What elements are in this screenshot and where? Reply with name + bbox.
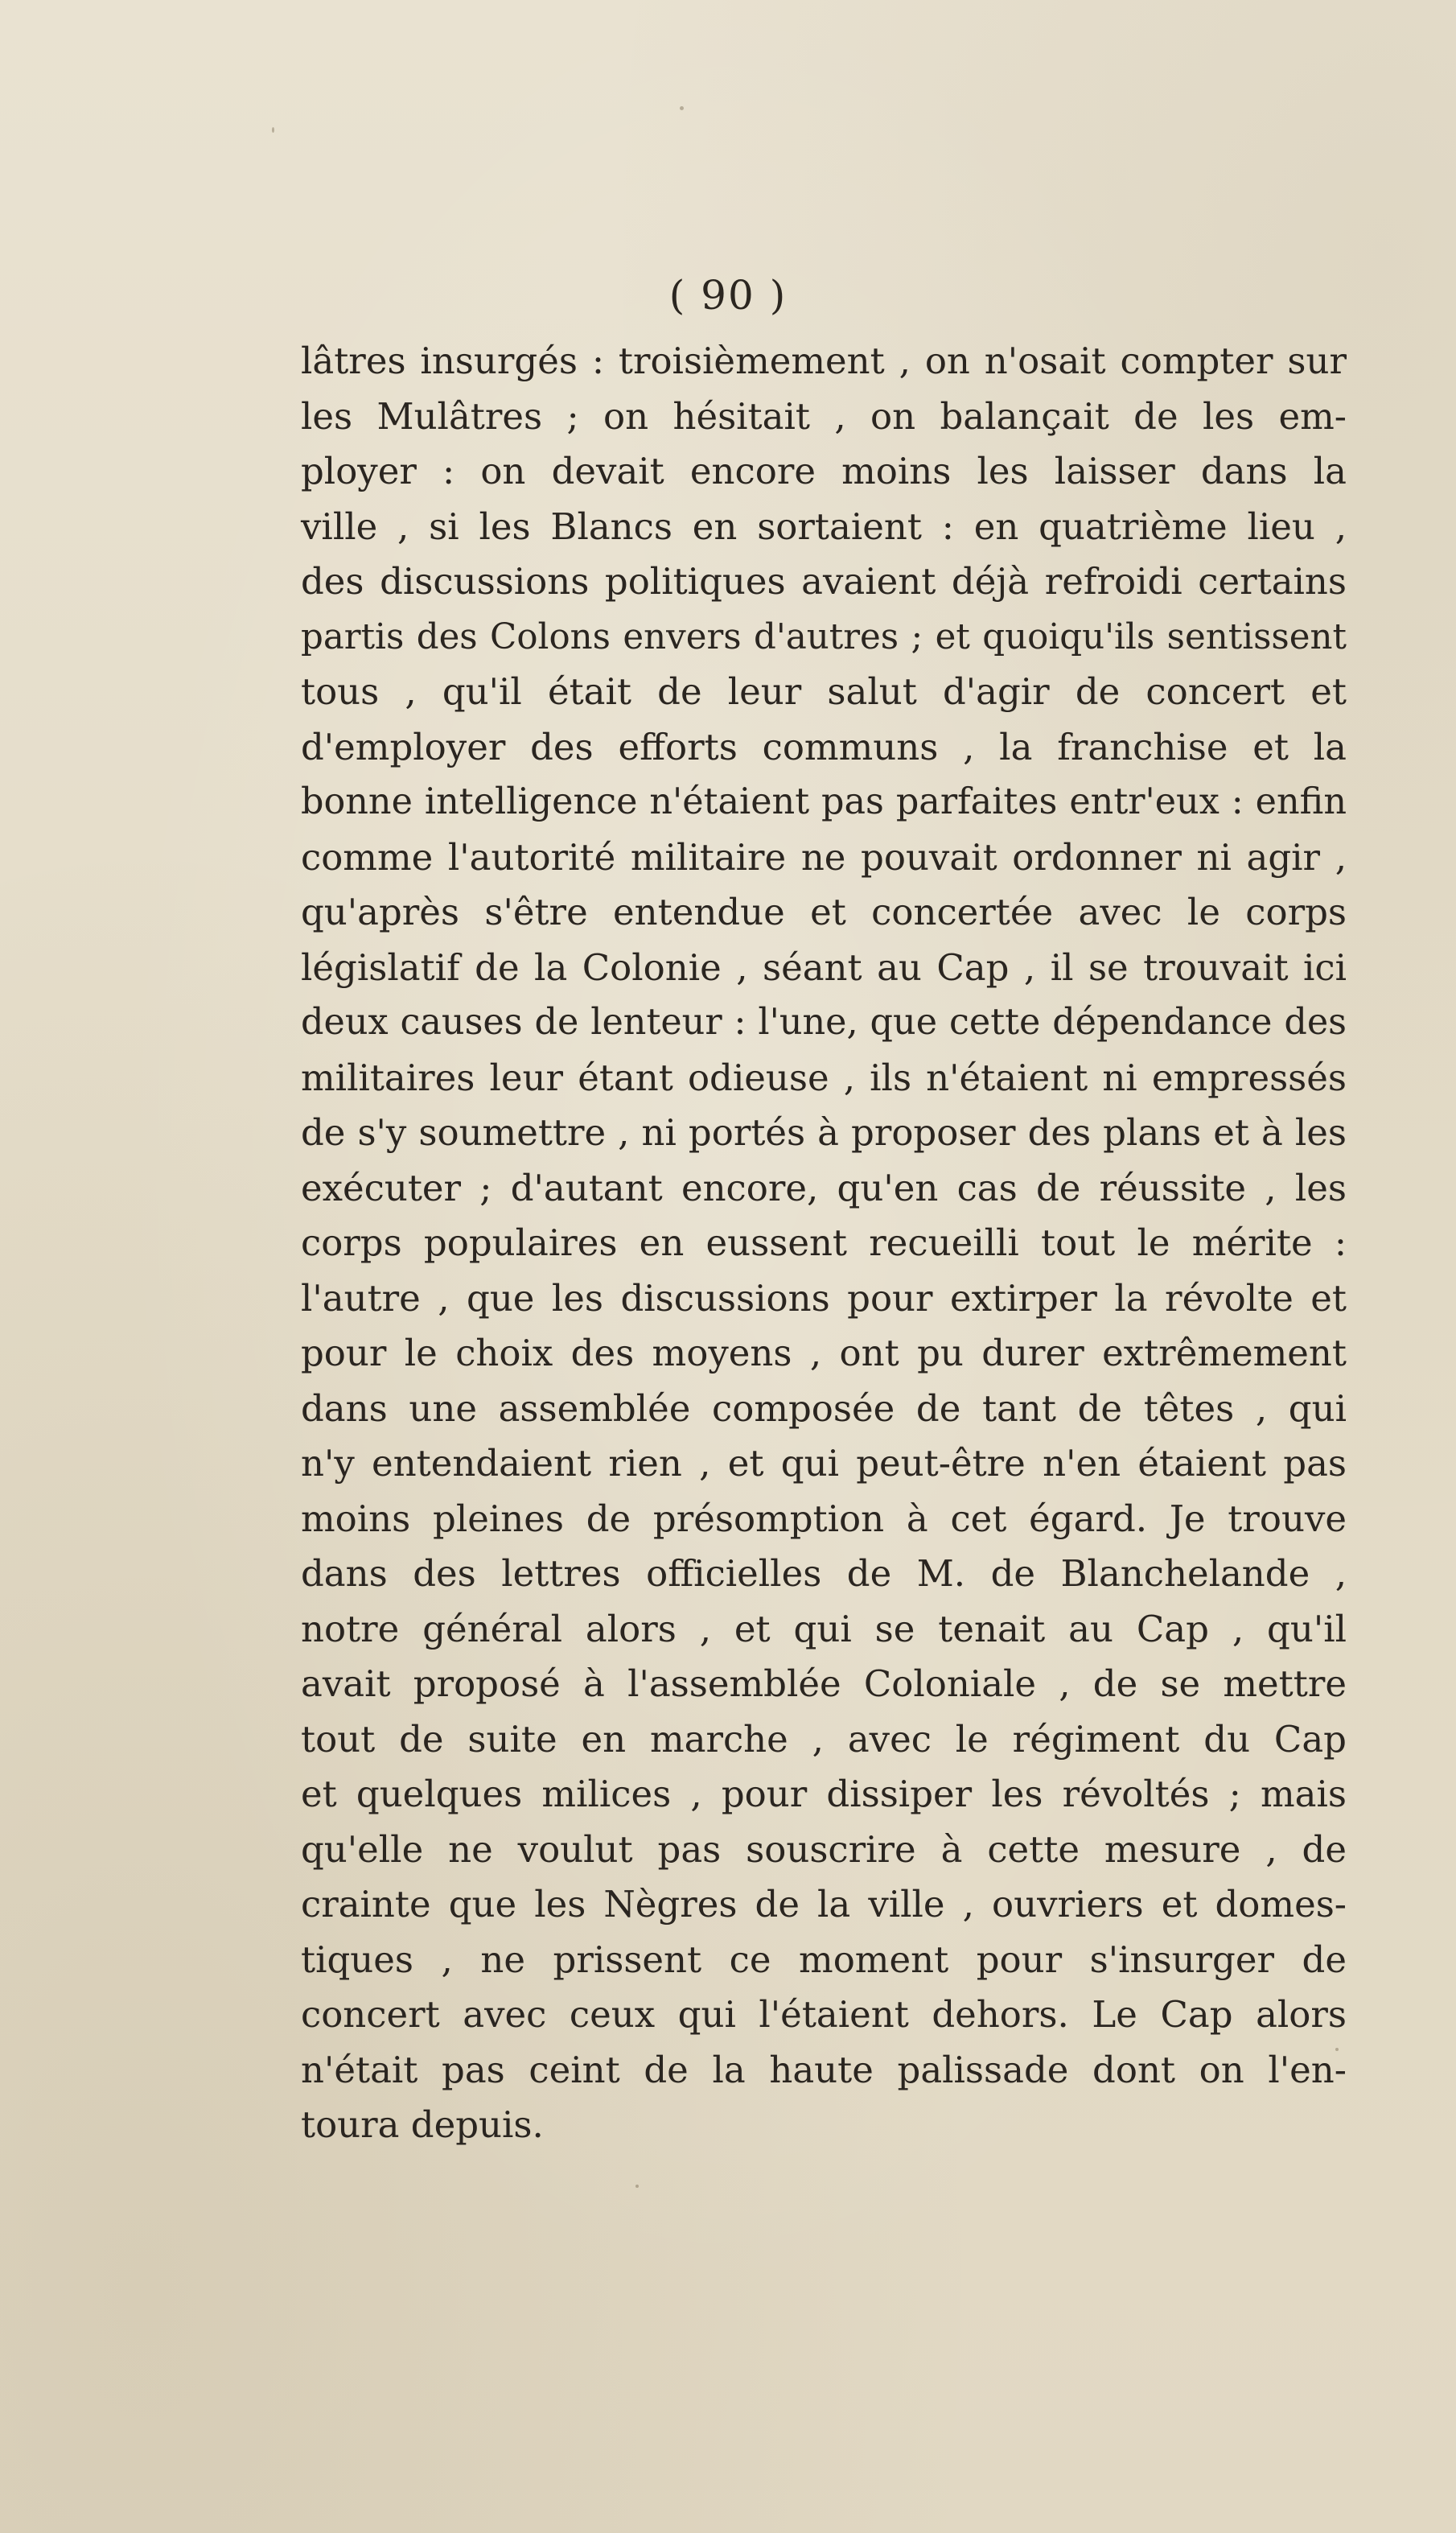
- text-line: ployer : on devait encore moins les laisser dans la: [301, 450, 1347, 492]
- paper-speck: [1335, 2048, 1339, 2051]
- text-line: militaires leur étant odieuse , ils n'étaient ni empressés: [301, 1056, 1347, 1099]
- text-line: législatif de la Colonie , séant au Cap , il se trouvait ici: [301, 945, 1347, 989]
- text-line: de s'y soumettre , ni portés à proposer des plans et à les: [301, 1111, 1347, 1154]
- text-line: notre général alors , et qui se tenait au Cap , qu'il: [301, 1607, 1347, 1650]
- text-line: qu'elle ne voulut pas souscrire à cette mesure , de: [301, 1827, 1347, 1871]
- text-line: moins pleines de présomption à cet égard. Je trouve: [301, 1497, 1347, 1540]
- text-line: n'était pas ceint de la haute palissade dont on l'en-: [301, 2048, 1347, 2091]
- paper-speck: [680, 106, 684, 110]
- text-line: les Mulâtres ; on hésitait , on balançait de les em-: [301, 394, 1347, 438]
- text-line: n'y entendaient rien , et qui peut-être n'en étaient pas: [301, 1442, 1347, 1485]
- page-number: ( 90 ): [668, 272, 788, 319]
- text-line: deux causes de lenteur : l'une, que cette dépendance des: [301, 1002, 1347, 1043]
- text-line: pour le choix des moyens , ont pu durer extrêmement: [301, 1332, 1347, 1374]
- text-line: et quelques milices , pour dissiper les révoltés ; mais: [301, 1773, 1347, 1815]
- text-line: l'autre , que les discussions pour extirper la révolte et: [301, 1276, 1347, 1320]
- text-line: exécuter ; d'autant encore, qu'en cas de réussite , les: [301, 1166, 1347, 1209]
- text-line: tout de suite en marche , avec le régiment du Cap: [301, 1717, 1347, 1761]
- text-line: des discussions politiques avaient déjà refroidi certains: [301, 560, 1347, 603]
- text-line: dans une assemblée composée de tant de têtes , qui: [301, 1386, 1347, 1430]
- text-line: ville , si les Blancs en sortaient : en quatrième lieu ,: [301, 505, 1347, 548]
- text-line: partis des Colons envers d'autres ; et quoiqu'ils sentissent: [301, 616, 1347, 657]
- body-text: [301, 334, 1347, 2153]
- text-line: avait proposé à l'assemblée Coloniale , de se mettre: [301, 1662, 1347, 1705]
- text-line: dans des lettres officielles de M. de Blanchelande ,: [301, 1552, 1347, 1595]
- text-line: tous , qu'il était de leur salut d'agir de concert et: [301, 670, 1347, 713]
- text-line: toura depuis.: [301, 2103, 544, 2146]
- paper-speck: [635, 2185, 639, 2188]
- text-line: comme l'autorité militaire ne pouvait ordonner ni agir ,: [301, 835, 1347, 879]
- text-line: qu'après s'être entendue et concertée avec le corps: [301, 891, 1347, 933]
- paper-speck: [272, 127, 274, 133]
- text-line: corps populaires en eussent recueilli tout le mérite :: [301, 1221, 1347, 1264]
- text-line: tiques , ne prissent ce moment pour s'insurger de: [301, 1938, 1347, 1981]
- text-line: bonne intelligence n'étaient pas parfaites entr'eux : enfin: [301, 781, 1347, 822]
- text-line: lâtres insurgés : troisièmement , on n'osait compter sur: [301, 340, 1347, 382]
- text-line: crainte que les Nègres de la ville , ouvriers et domes-: [301, 1883, 1347, 1925]
- text-line: d'employer des efforts communs , la franchise et la: [301, 725, 1347, 768]
- text-line: concert avec ceux qui l'étaient dehors. Le Cap alors: [301, 1993, 1347, 2036]
